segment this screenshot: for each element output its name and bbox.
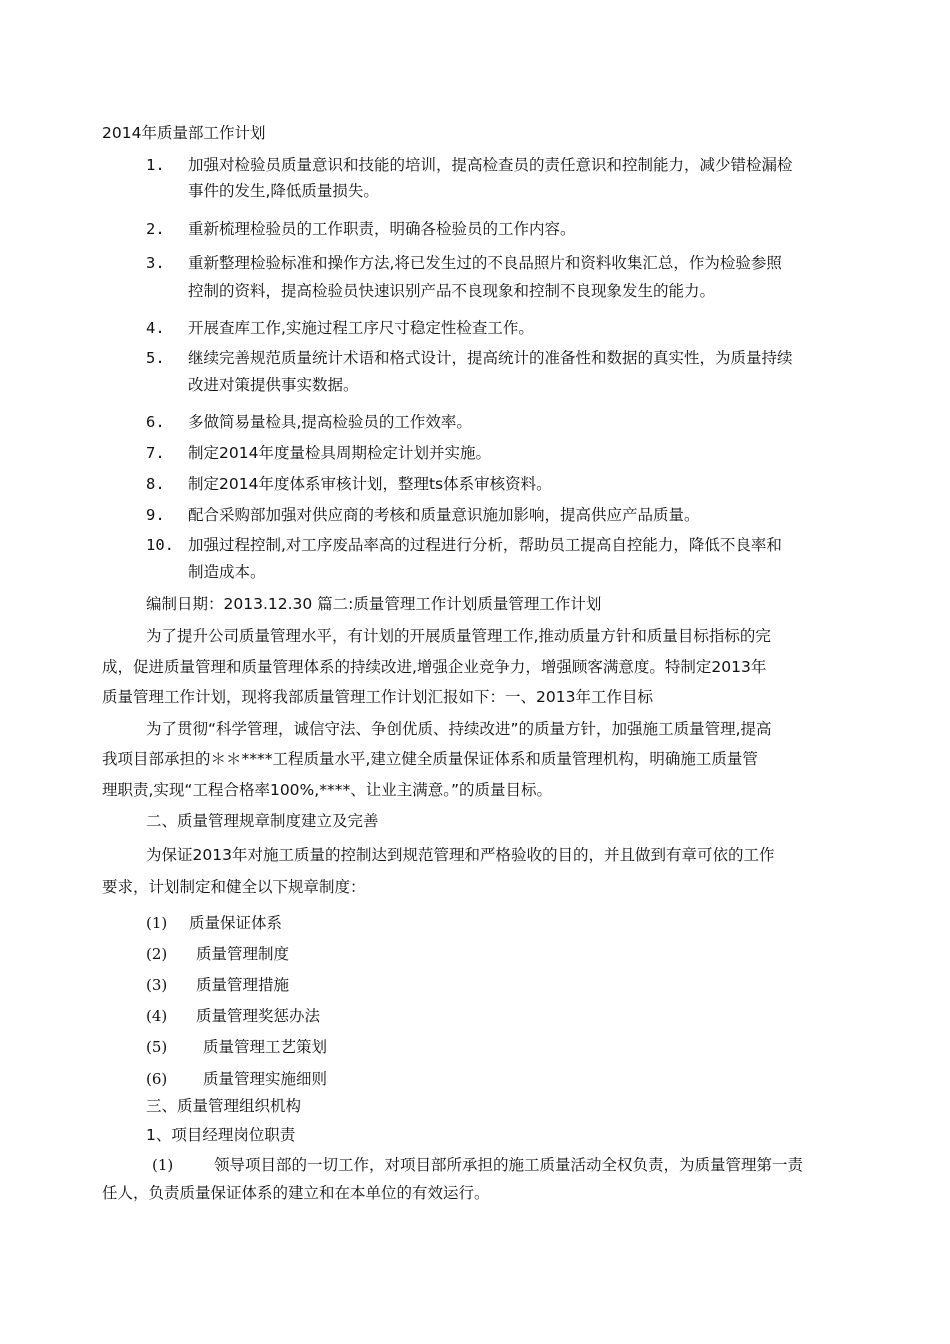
list-item-text: 配合采购部加强对供应商的考核和质量意识施加影响，提高供应产品质量。 [188,506,700,524]
list-item-number: 5. [146,349,165,367]
list-item-text: 加强过程控制,对工序废品率高的过程进行分析，帮助员工提高自控能力，降低不良率和 [188,536,782,554]
list-item-text: 开展查库工作,实施过程工序尺寸稳定性检查工作。 [188,319,534,337]
paragraph-line: 任人，负责质量保证体系的建立和在本单位的有效运行。 [102,1184,490,1202]
section-heading: 三、质量管理组织机构 [146,1097,302,1115]
paragraph-line: 质量管理工作计划，现将我部质量管理工作计划汇报如下：一、2013年工作目标 [102,688,653,706]
list-item-number: 9. [146,506,165,524]
paragraph-line: 为了贯彻“科学管理，诚信守法、争创优质、持续改进”的质量方针，加强施工质量管理,提高 [146,720,772,738]
paragraph-line: 领导项目部的一切工作，对项目部所承担的施工质量活动全权负责，为质量管理第一责 [214,1156,804,1174]
sublist-text: 质量管理工艺策划 [203,1038,328,1056]
subsection-heading: 1、项目经理岗位职责 [146,1126,296,1144]
list-item-text: 制定2014年度量检具周期检定计划并实施。 [188,444,491,462]
paragraph-line: 为保证2013年对施工质量的控制达到规范管理和严格验收的目的，并且做到有章可依的工作 [146,846,775,864]
paragraph-line: 成，促进质量管理和质量管理体系的持续改进,增强企业竞争力，增强顾客满意度。特制定2013年 [102,658,767,676]
list-item-text: 加强对检验员质量意识和技能的培训，提高检查员的责任意识和控制能力，减少错检漏检 [188,156,793,174]
paragraph-line: 要求，计划制定和健全以下规章制度： [102,878,366,896]
edit-date-line: 编制日期：2013.12.30 篇二:质量管理工作计划质量管理工作计划 [146,595,602,613]
list-item-text: 多做简易量检具,提高检验员的工作效率。 [188,413,472,431]
paragraph-line: 为了提升公司质量管理水平，有计划的开展质量管理工作,推动质量方针和质量目标指标的完 [146,627,771,645]
sublist-text: 质量管理实施细则 [203,1070,328,1088]
list-item-number: 7. [146,444,165,462]
paragraph-line: 我项目部承担的＊＊****工程质量水平,建立健全质量保证体系和质量管理机构，明确施工质量管 [102,750,758,768]
sublist-number: (4) [146,1007,168,1025]
list-item-text: 继续完善规范质量统计术语和格式设计，提高统计的准备性和数据的真实性，为质量持续 [188,349,793,367]
list-item-number: 10. [146,536,174,554]
sublist-number: (6) [146,1070,168,1088]
list-item-text: 事件的发生,降低质量损失。 [188,182,379,200]
sublist-number: (5) [146,1038,168,1056]
document-title: 2014年质量部工作计划 [102,124,266,142]
list-item-number: 8. [146,475,165,493]
paragraph-number: (1) [152,1156,174,1174]
list-item-number: 1. [146,156,165,174]
list-item-text: 重新梳理检验员的工作职责，明确各检验员的工作内容。 [188,220,576,238]
sublist-text: 质量管理制度 [196,945,290,963]
list-item-number: 6. [146,413,165,431]
sublist-text: 质量管理奖惩办法 [196,1007,321,1025]
list-item-text: 重新整理检验标准和操作方法,将已发生过的不良品照片和资料收集汇总，作为检验参照 [188,254,782,272]
list-item-text: 制造成本。 [188,563,266,581]
list-item-text: 控制的资料，提高检验员快速识别产品不良现象和控制不良现象发生的能力。 [188,282,716,300]
sublist-number: (3) [146,976,168,994]
list-item-number: 4. [146,319,165,337]
list-item-text: 改进对策提供事实数据。 [188,376,359,394]
section-heading: 二、质量管理规章制度建立及完善 [146,812,379,830]
list-item-number: 2. [146,220,165,238]
sublist-number: (1) [146,914,168,932]
list-item-number: 3. [146,254,165,272]
sublist-number: (2) [146,945,168,963]
list-item-text: 制定2014年度体系审核计划，整理ts体系审核资料。 [188,475,552,493]
paragraph-line: 理职责,实现“工程合格率100%,****、让业主满意。”的质量目标。 [102,781,552,799]
sublist-text: 质量保证体系 [189,914,283,932]
sublist-text: 质量管理措施 [196,976,290,994]
